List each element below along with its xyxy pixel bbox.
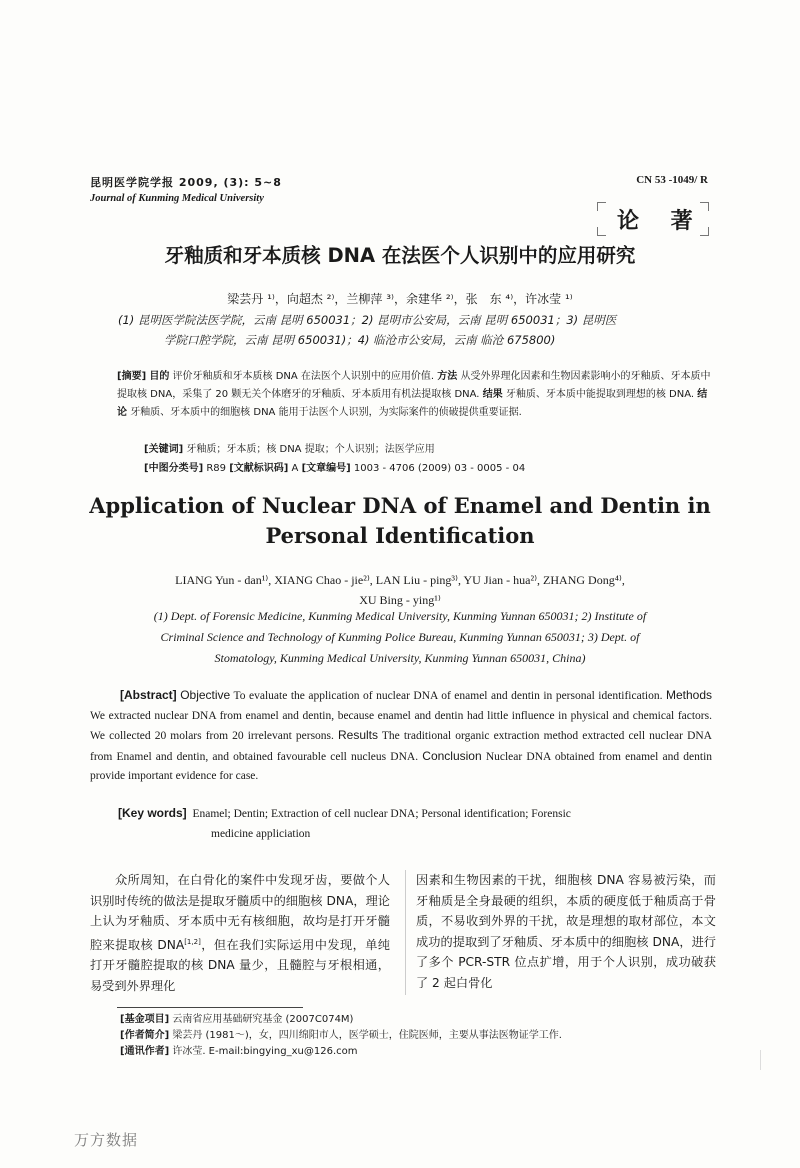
- results-cn-label: 结果: [482, 389, 503, 400]
- footnote-author: [120, 1027, 700, 1044]
- affiliation-en-line: (1) Dept. of Forensic Medicine, Kunming Medical University, Kunming Yunnan 650031; 2) Institute of: [153, 609, 647, 623]
- keywords-en-line: medicine appliciation: [211, 827, 311, 840]
- abstract-en: [90, 686, 712, 787]
- classification-cn: [144, 459, 525, 474]
- scan-mark: [760, 1050, 761, 1070]
- clc-label: [中图分类号]: [144, 463, 204, 474]
- clc-value: R89: [206, 463, 227, 474]
- authors-cn: 梁芸丹 ¹⁾，向超杰 ²⁾，兰柳萍 ³⁾，余建华 ²⁾，张 东 ⁴⁾，许冰莹 ¹⁾: [227, 292, 573, 306]
- keywords-en: [118, 804, 718, 844]
- body-column-left: [90, 870, 390, 996]
- conclusion-cn-text: 牙釉质、牙本质中的细胞核 DNA 能用于法医个人识别，为实际案件的侦破提供重要证据.: [130, 407, 522, 418]
- fund-label: [基金项目]: [120, 1014, 170, 1025]
- journal-citation-cn: 昆明医学院学报 2009, (3): 5~8: [90, 176, 282, 189]
- conclusion-en-label: Conclusion: [422, 748, 482, 763]
- cn-number: CN 53 -1049/ R: [636, 174, 708, 186]
- conclusion-en-text: Nuclear DNA obtained from enamel and dentin provide important evidence for case.: [90, 750, 713, 782]
- keywords-cn-label: [关键词]: [144, 444, 184, 455]
- abstract-en-label: [Abstract]: [120, 688, 177, 702]
- footnote-fund: [120, 1011, 700, 1028]
- keywords-en-label: [Key words]: [118, 806, 187, 820]
- results-en-text: The traditional organic extraction method extracted cell nuclear DNA from Enamel and dentin, and obtained favourable cell nucleus DNA.: [90, 730, 712, 763]
- body-left-text: 众所周知，在白骨化的案件中发现牙齿，要做个人识别时传统的做法是提取牙髓质中的细胞核 DNA，理论上认为牙釉质、牙本质中无有核细胞，故均是打开牙髓腔来提取核 DNA: [90, 873, 390, 952]
- watermark: 万方数据: [74, 1131, 139, 1149]
- section-label: 论 著: [617, 209, 705, 234]
- title-en: Application of Nuclear DNA of Enamel and Dentin in Personal Identification: [89, 493, 711, 548]
- methods-en-text: We extracted nuclear DNA from enamel and dentin, because enamel and dentin had little influence in physical and chemical factors. We collected 20 molars from 20 irrelevant persons.: [90, 709, 712, 742]
- fund-text: 云南省应用基础研究基金 (2007C074M): [172, 1014, 354, 1025]
- objective-en-text: To evaluate the application of nuclear DNA of enamel and dentin in personal identification.: [233, 690, 663, 702]
- abstract-cn: [117, 368, 712, 422]
- footnote-contact: [120, 1043, 700, 1060]
- affiliations-en: [90, 606, 710, 669]
- authors-en: [80, 570, 720, 610]
- authors-en-line: LIANG Yun - dan¹⁾, XIANG Chao - jie²⁾, LAN Liu - ping³⁾, YU Jian - hua²⁾, ZHANG Dong⁴⁾,: [175, 573, 625, 587]
- affiliation-cn-line: 学院口腔学院，云南 昆明 650031)；4) 临沧市公安局，云南 临沧 675800): [164, 333, 556, 347]
- journal-name-en: Journal of Kunming Medical University: [90, 193, 264, 204]
- conclusion-cn-label: 结论: [117, 389, 708, 418]
- contact-text: 许冰莹. E-mail:bingying_xu@126.com: [172, 1046, 358, 1057]
- body-column-right: 因素和生物因素的干扰，细胞核 DNA 容易被污染，而牙釉质是全身最硬的组织，本质的硬度低于釉质高于骨质，不易收到外界的干扰，故是理想的取材部位，本文成功的提取到了牙釉质、牙本质中的细胞核 DNA，进行了多个 PCR-STR 位点扩增，用于个人识别，成功破获了 2 起白骨化: [416, 873, 716, 990]
- keywords-cn-text: 牙釉质；牙本质；核 DNA 提取；个人识别；法医学应用: [186, 444, 435, 455]
- author-bio-text: 梁芸丹 (1981～)，女，四川绵阳市人，医学硕士，住院医师，主要从事法医物证学工作.: [172, 1030, 562, 1041]
- abstract-cn-label: [摘要]: [117, 371, 147, 382]
- section-tag: [597, 202, 709, 236]
- objective-en-label: Objective: [180, 688, 231, 702]
- article-no-label: [文章编号]: [301, 463, 351, 474]
- methods-cn-label: 方法: [437, 371, 458, 382]
- doc-code-label: [文献标识码]: [229, 463, 289, 474]
- contact-label: [通讯作者]: [120, 1046, 170, 1057]
- authors-en-line: XU Bing - ying¹⁾: [359, 593, 441, 607]
- objective-cn-label: 目的: [149, 371, 170, 382]
- affiliation-en-line: Stomatology, Kunming Medical University, Kunming Yunnan 650031, China): [214, 651, 586, 665]
- affiliations-cn: [118, 310, 718, 350]
- author-bio-label: [作者简介]: [120, 1030, 170, 1041]
- methods-cn-text: 从受外界理化因素和生物因素影响小的牙釉质、牙本质中提取核 DNA，采集了 20 颗无关个体磨牙的牙釉质、牙本质用有机法提取核 DNA.: [117, 371, 711, 400]
- results-en-label: Results: [337, 728, 378, 742]
- title-cn: 牙釉质和牙本质核 DNA 在法医个人识别中的应用研究: [164, 244, 636, 267]
- affiliation-en-line: Criminal Science and Technology of Kunming Police Bureau, Kunming Yunnan 650031; 3) Dept. of: [160, 630, 640, 644]
- column-divider: [405, 870, 406, 995]
- objective-cn-text: 评价牙釉质和牙本质核 DNA 在法医个人识别中的应用价值.: [172, 371, 435, 382]
- affiliation-cn-line: (1) 昆明医学院法医学院，云南 昆明 650031；2) 昆明市公安局，云南 昆明 650031；3) 昆明医: [118, 313, 617, 327]
- methods-en-label: Methods: [666, 688, 713, 702]
- doc-code-value: A: [291, 463, 299, 474]
- body-left-text-cont: ，但在我们实际运用中发现，单纯打开牙髓腔提取的核 DNA 量少，且髓腔与牙根相通，易受到外界理化: [90, 937, 390, 993]
- article-no-value: 1003 - 4706 (2009) 03 - 0005 - 04: [353, 463, 526, 474]
- keywords-cn: [144, 440, 435, 455]
- results-cn-text: 牙釉质、牙本质中能提取到理想的核 DNA.: [505, 389, 695, 400]
- citation: [1,2]: [184, 937, 201, 946]
- keywords-en-line: Enamel; Dentin; Extraction of cell nuclear DNA; Personal identification; Forensic: [192, 808, 571, 820]
- footnote-rule: [117, 1007, 303, 1008]
